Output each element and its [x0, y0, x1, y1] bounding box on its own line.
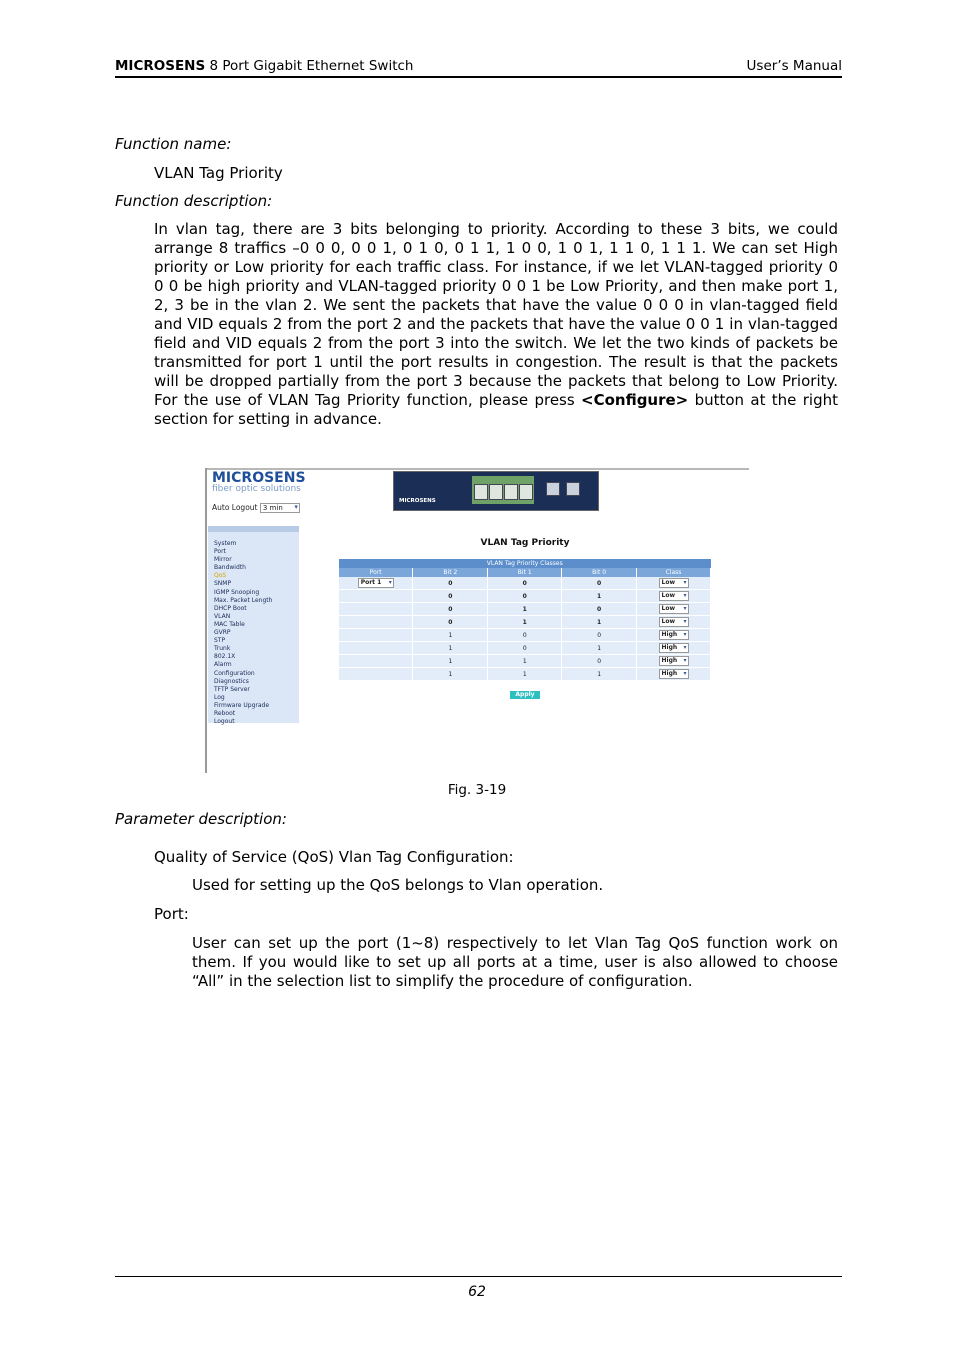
- bit-cell: 1: [488, 616, 562, 629]
- apply-button[interactable]: Apply: [510, 691, 540, 699]
- bit-cell: 1: [488, 655, 562, 668]
- frame-left-border: [205, 468, 207, 773]
- menu-item[interactable]: IGMP Snooping: [214, 588, 260, 596]
- class-select[interactable]: Low ▾: [659, 604, 689, 614]
- class-cell: [637, 655, 711, 668]
- menu-item[interactable]: Bandwidth: [214, 564, 246, 572]
- bit-cell: 1: [562, 590, 637, 603]
- param-port-name: Port:: [154, 905, 189, 923]
- port-cell: [339, 603, 413, 616]
- column-header: Bit 0: [562, 568, 637, 577]
- page-number: 62: [468, 1284, 486, 1300]
- table-row: [339, 629, 711, 642]
- running-header: [115, 56, 842, 78]
- class-select[interactable]: Low ▾: [659, 591, 689, 601]
- menu-item[interactable]: System: [214, 540, 237, 547]
- header-title: [115, 58, 413, 74]
- menu-item[interactable]: Firmware Upgrade: [214, 701, 270, 709]
- bit-cell: 0: [413, 590, 488, 603]
- column-header: Bit 2: [413, 568, 488, 577]
- port-3-icon[interactable]: [504, 484, 518, 500]
- table-row: [339, 603, 711, 616]
- menu-item[interactable]: Logout: [214, 718, 235, 726]
- table-row: [339, 590, 711, 603]
- port-cell: [339, 577, 413, 590]
- menu-item[interactable]: Alarm: [214, 661, 232, 669]
- vlan-tag-priority-screenshot: [205, 468, 749, 773]
- menu-list: [208, 530, 299, 726]
- column-header: Port: [339, 568, 413, 577]
- class-select[interactable]: High ▾: [659, 643, 689, 653]
- menu-item[interactable]: Max. Packet Length: [214, 596, 273, 604]
- class-select[interactable]: High ▾: [659, 656, 689, 666]
- bit-cell: 1: [562, 668, 637, 681]
- class-select[interactable]: High ▾: [659, 630, 689, 640]
- column-header: Bit 1: [488, 568, 562, 577]
- menu-item[interactable]: Port: [214, 548, 226, 556]
- class-select[interactable]: Low ▾: [659, 617, 689, 627]
- bit-cell: 0: [488, 577, 562, 590]
- auto-logout-label: Auto Logout: [212, 503, 258, 512]
- menu-item[interactable]: Configuration: [214, 669, 255, 677]
- page-title: VLAN Tag Priority: [480, 538, 570, 548]
- table-caption: VLAN Tag Priority Classes: [339, 559, 711, 568]
- menu-item[interactable]: VLAN: [214, 612, 231, 620]
- port-cell: [339, 655, 413, 668]
- bit-cell: 0: [562, 629, 637, 642]
- port-1-icon[interactable]: [474, 484, 488, 500]
- header-manual: User’s Manual: [746, 58, 842, 74]
- function-name-label: Function name:: [115, 135, 232, 153]
- menu-item[interactable]: Trunk: [214, 645, 231, 653]
- port-2-icon[interactable]: [489, 484, 503, 500]
- switch-front-panel-image: [393, 471, 599, 511]
- port-cell: [339, 629, 413, 642]
- table-row: [339, 616, 711, 629]
- bit-cell: 1: [413, 655, 488, 668]
- class-cell: [637, 603, 711, 616]
- fiber-port-icon[interactable]: [566, 482, 580, 496]
- bit-cell: 0: [562, 655, 637, 668]
- microsens-logo: MICROSENS: [212, 470, 306, 486]
- class-cell: [637, 642, 711, 655]
- table-row: [339, 655, 711, 668]
- menu-top-bar: [208, 526, 299, 532]
- bit-cell: 0: [488, 629, 562, 642]
- description-text-1: In vlan tag, there are 3 bits belonging to priority. According to these 3 bits, we could arrange 8 traffics –0 0 0, 0 0 1, 0 1 0, 0 1 1, 1 0 0, 1 0 1, 1 1 0, 1 1 1. We can set High priority or Low priority for each traffic class. For instance, if we let VLAN-tagged priority 0 0 0 be high priority and VLAN-tagged priority 0 0 1 be Low Priority, and then make port 1, 2, 3 be in the vlan 2. We sent the packets that have the value 0 0 0 in vlan-tagged field and VID equals 2 from the port 2 and the packets that have the value 0 0 1 in vlan-tagged field and VID equals 2 from the port 3 into the switch. We let the two kinds of packets be transmitted for port 1 until the port results in congestion. The result is that the packets will be dropped partially from the port 3 because the packets that belong to Low Priority. For the use of VLAN Tag Priority function, please press: [154, 220, 838, 409]
- logo-subtitle: fiber optic solutions: [212, 484, 301, 494]
- auto-logout: [212, 503, 300, 513]
- class-cell: [637, 590, 711, 603]
- class-select[interactable]: Low ▾: [659, 578, 689, 588]
- bit-cell: 0: [562, 577, 637, 590]
- bit-cell: 0: [413, 616, 488, 629]
- port-cell: [339, 668, 413, 681]
- class-cell: [637, 577, 711, 590]
- header-brand: MICROSENS: [115, 58, 206, 74]
- figure-caption: Fig. 3-19: [447, 782, 507, 798]
- function-name: VLAN Tag Priority: [154, 164, 283, 182]
- function-description: [154, 220, 838, 429]
- bit-cell: 1: [413, 629, 488, 642]
- class-cell: [637, 616, 711, 629]
- class-cell: [637, 629, 711, 642]
- menu-item[interactable]: SNMP: [214, 580, 232, 588]
- port-select[interactable]: Port 1 ▾: [358, 578, 394, 588]
- menu-item[interactable]: TFTP Server: [214, 685, 250, 693]
- port-cell: [339, 642, 413, 655]
- bit-cell: 0: [562, 603, 637, 616]
- table-row: [339, 577, 711, 590]
- configure-reference: <Configure>: [581, 391, 689, 409]
- header-product: 8 Port Gigabit Ethernet Switch: [205, 58, 414, 74]
- menu-item[interactable]: Log: [214, 693, 225, 701]
- bit-cell: 1: [562, 642, 637, 655]
- menu-item[interactable]: Reboot: [214, 709, 236, 717]
- port-cell: [339, 616, 413, 629]
- param-port-desc: User can set up the port (1~8) respectively to let Vlan Tag QoS function work on them. If you would like to set up all ports at a time, user is also allowed to choose “All” in the selection list to simplify the procedure of configuration.: [192, 934, 838, 990]
- parameter-description-label: Parameter description:: [115, 810, 287, 828]
- description-text-2: button at the right section for setting in advance.: [154, 391, 838, 428]
- port-cell: [339, 590, 413, 603]
- menu-item[interactable]: QoS: [214, 572, 227, 580]
- column-header: Class: [637, 568, 711, 577]
- vlan-tag-priority-table: [339, 559, 711, 681]
- menu-item[interactable]: Diagnostics: [214, 677, 249, 685]
- bit-cell: 1: [488, 668, 562, 681]
- footer-rule: [115, 1276, 842, 1277]
- rj45-port-group: [472, 476, 534, 504]
- table-header-row: [339, 568, 711, 577]
- table-row: [339, 642, 711, 655]
- menu-item[interactable]: MAC Table: [214, 620, 245, 628]
- param-qos-name: Quality of Service (QoS) Vlan Tag Configuration:: [154, 848, 514, 866]
- bit-cell: 1: [413, 668, 488, 681]
- bit-cell: 1: [488, 603, 562, 616]
- navigation-menu: [208, 530, 299, 726]
- menu-item[interactable]: STP: [214, 637, 226, 645]
- menu-item[interactable]: Mirror: [214, 556, 232, 564]
- param-qos-desc: Used for setting up the QoS belongs to Vlan operation.: [192, 876, 604, 894]
- device-label: MICROSENS: [399, 498, 436, 504]
- port-4-icon[interactable]: [519, 484, 533, 500]
- bit-cell: 0: [488, 642, 562, 655]
- table-row: [339, 668, 711, 681]
- menu-item[interactable]: 802.1X: [214, 653, 236, 661]
- menu-item[interactable]: GVRP: [214, 629, 231, 637]
- bit-cell: 1: [413, 642, 488, 655]
- bit-cell: 1: [562, 616, 637, 629]
- function-description-label: Function description:: [115, 192, 273, 210]
- bit-cell: 0: [413, 603, 488, 616]
- bit-cell: 0: [413, 577, 488, 590]
- fiber-port-icon[interactable]: [546, 482, 560, 496]
- class-cell: [637, 668, 711, 681]
- class-select[interactable]: High ▾: [659, 669, 689, 679]
- bit-cell: 0: [488, 590, 562, 603]
- menu-item[interactable]: DHCP Boot: [214, 604, 247, 612]
- auto-logout-select[interactable]: 3 min ▾: [260, 503, 300, 513]
